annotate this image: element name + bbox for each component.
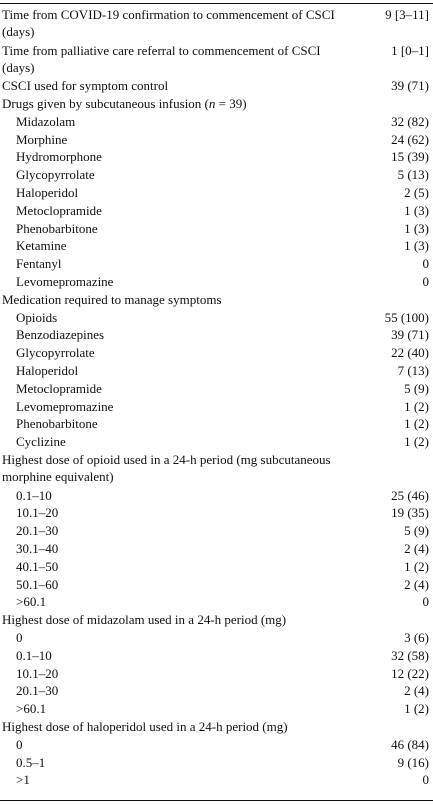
row-label: 0 (16, 630, 23, 645)
row-label: Opioids (16, 309, 58, 325)
row-label: 10.1–20 (16, 505, 59, 521)
row-label: 0.1–10 (16, 647, 52, 663)
row-value: 25 (46) (391, 487, 429, 503)
row-value: 1 [0–1] (391, 42, 429, 58)
row-label: Morphine (16, 131, 68, 147)
row-value: 15 (39) (391, 149, 429, 165)
row-label: Phenobarbitone (16, 416, 98, 432)
row-label: 50.1–60 (16, 576, 59, 592)
row-value: 1 (2) (404, 701, 429, 717)
row-value: 9 [3–11] (385, 7, 429, 22)
row-value: 2 (5) (404, 185, 429, 200)
row-value: 2 (4) (404, 683, 429, 699)
row-label: Metoclopramide (16, 202, 102, 218)
row-label: Benzodiazepines (16, 327, 105, 343)
row-label: Highest dose of haloperidol used in a 24-h period (mg) (2, 719, 288, 734)
row-label: Hydromorphone (16, 149, 102, 165)
row-value: 22 (40) (391, 345, 429, 361)
row-value: 2 (4) (404, 576, 429, 592)
row-label: Highest dose of midazolam used in a 24-h period (mg) (2, 612, 287, 628)
row-value: 1 (2) (404, 416, 429, 432)
row-value: 39 (71) (391, 78, 429, 94)
row-label: 0 (16, 736, 23, 752)
row-value: 5 (13) (397, 167, 429, 183)
row-label: Midazolam (16, 113, 76, 129)
row-value: 1 (2) (404, 434, 429, 450)
row-label: Levomepromazine (16, 398, 114, 414)
row-label: 30.1–40 (16, 541, 59, 556)
row-label: 20.1–30 (16, 683, 59, 699)
row-label: Cyclizine (16, 434, 66, 450)
row-value: 9 (16) (397, 754, 429, 770)
row-label: >60.1 (16, 701, 47, 717)
row-label: Glycopyrrolate (16, 345, 95, 361)
row-value: 0 (422, 772, 429, 788)
row-value: 7 (13) (397, 363, 429, 378)
table-bottom-rule (0, 800, 433, 801)
row-value: 19 (35) (391, 505, 429, 521)
row-label: >1 (16, 772, 30, 788)
row-label: Drugs given by subcutaneous infusion (n = 39) (2, 96, 247, 111)
row-label: Medication required to manage symptoms (2, 291, 222, 307)
row-value: 1 (2) (404, 398, 429, 414)
row-label: Metoclopramide (16, 380, 102, 396)
row-value: 1 (2) (404, 558, 429, 574)
table-top-rule (0, 3, 433, 4)
row-value: 1 (3) (404, 238, 429, 254)
row-value: 46 (84) (391, 736, 429, 752)
row-value: 32 (82) (391, 113, 429, 129)
row-label: Glycopyrrolate (16, 167, 95, 183)
row-label: Levomepromazine (16, 274, 114, 289)
row-label: CSCI used for symptom control (2, 78, 169, 94)
row-label: Haloperidol (16, 185, 79, 200)
row-value: 2 (4) (404, 541, 429, 556)
row-label: >60.1 (16, 594, 47, 610)
row-value: 12 (22) (391, 665, 429, 681)
row-value: 5 (9) (404, 523, 429, 539)
row-label: Time from palliative care referral to commencement of CSCI (days) (2, 42, 321, 75)
row-value: 39 (71) (391, 327, 429, 343)
row-label: Highest dose of opioid used in a 24-h period (mg subcutaneous morphine equivalent) (2, 452, 331, 484)
row-label: Haloperidol (16, 363, 79, 378)
row-value: 0 (422, 274, 429, 289)
row-value: 0 (422, 594, 429, 610)
row-label: 10.1–20 (16, 665, 59, 681)
row-value: 1 (3) (404, 220, 429, 236)
row-value: 5 (9) (404, 380, 429, 396)
row-value: 3 (6) (404, 630, 429, 645)
row-value: 24 (62) (391, 131, 429, 147)
row-label: Phenobarbitone (16, 220, 98, 236)
row-label: 40.1–50 (16, 558, 59, 574)
row-label: Time from COVID-19 confirmation to commencement of CSCI (days) (2, 7, 335, 39)
row-label: Ketamine (16, 238, 67, 254)
row-value: 55 (100) (384, 309, 429, 325)
row-label: 0.1–10 (16, 487, 52, 503)
row-value: 32 (58) (391, 647, 429, 663)
row-label: Fentanyl (16, 256, 62, 272)
row-label: 20.1–30 (16, 523, 59, 539)
row-value: 0 (422, 256, 429, 272)
row-label: 0.5–1 (16, 754, 46, 770)
row-value: 1 (3) (404, 202, 429, 218)
